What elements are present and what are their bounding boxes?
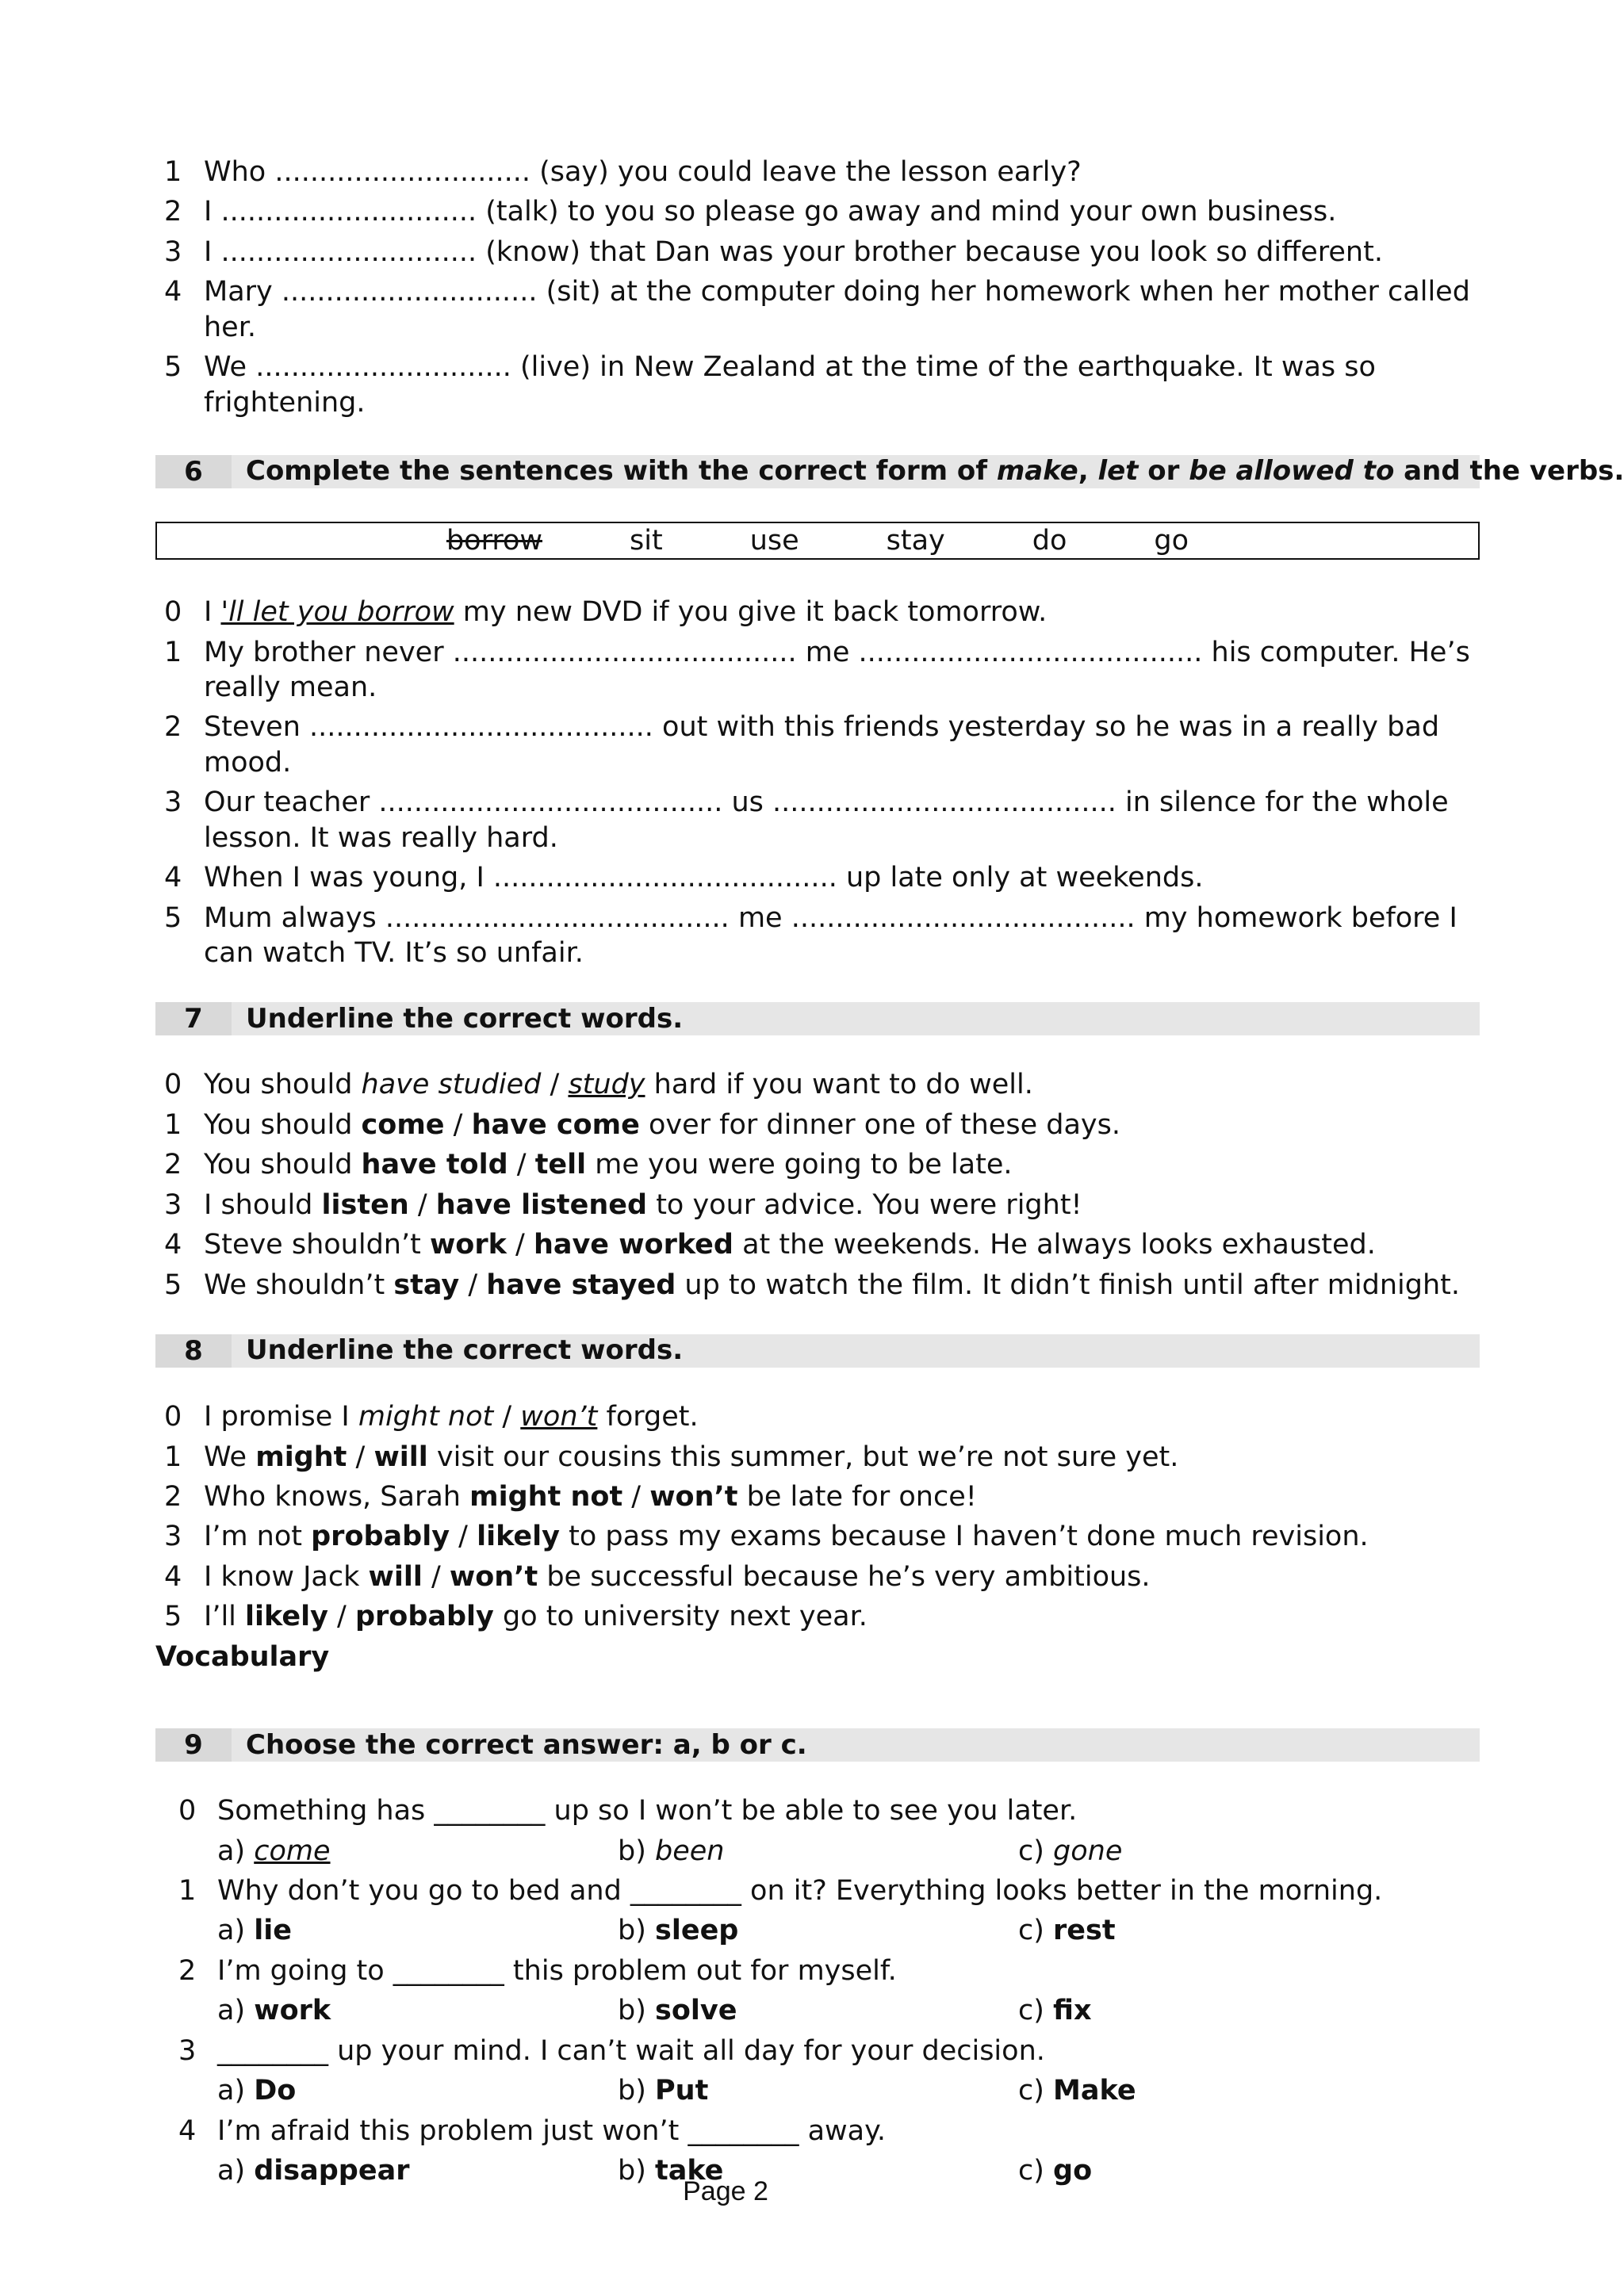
options-row <box>155 2073 1480 2108</box>
option-c: c) gone <box>1018 1835 1123 1867</box>
section-8-list <box>155 1399 1480 1635</box>
item-text: We might / will visit our cousins this summer, but we’re not sure yet. <box>204 1441 1179 1473</box>
example-item <box>155 595 1480 629</box>
option-b: b) been <box>618 1835 725 1867</box>
word-bank-item: use <box>749 524 799 557</box>
word-bank-item: do <box>1032 524 1067 557</box>
list-item <box>155 1440 1480 1475</box>
list-item <box>155 274 1480 345</box>
option-1: have told <box>361 1149 508 1181</box>
item-number: 3 <box>164 235 182 268</box>
option-2: probably <box>354 1601 494 1633</box>
option-c: c) fix <box>1018 1995 1092 2027</box>
item-number: 4 <box>164 862 182 894</box>
option-1: stay <box>393 1269 460 1301</box>
list-item <box>155 901 1480 971</box>
question-row <box>155 1873 1480 1908</box>
option-a: a) lie <box>217 1915 292 1947</box>
word-bank <box>155 522 1480 560</box>
item-number: 1 <box>164 1441 182 1473</box>
item-text: You should have told / tell me you were going to be late. <box>204 1149 1013 1181</box>
item-text: I promise I might not / won’t forget. <box>204 1401 699 1433</box>
question-row <box>155 1793 1480 1828</box>
list-item <box>155 1479 1480 1514</box>
example-item <box>155 1067 1480 1102</box>
item-number: 5 <box>164 351 182 384</box>
list-item <box>155 1227 1480 1262</box>
item-text: Steve shouldn’t work / have worked at the weekends. He always looks exhausted. <box>204 1229 1376 1261</box>
question-text: I’m afraid this problem just won’t ________ away. <box>217 2114 886 2147</box>
item-number: 0 <box>178 1795 197 1827</box>
section-9-header <box>155 1728 1480 1762</box>
example-item <box>155 1399 1480 1434</box>
option-2: likely <box>477 1521 560 1553</box>
item-text: We shouldn’t stay / have stayed up to watch the film. It didn’t finish until after midnight. <box>204 1269 1460 1301</box>
question-text: Why don’t you go to bed and ________ on it? Everything looks better in the morning. <box>217 1875 1383 1907</box>
item-number: 5 <box>164 901 182 934</box>
item-number: 5 <box>164 1269 182 1301</box>
option-c: c) go <box>1018 2155 1093 2187</box>
item-text: I ............................. (talk) to you so please go away and mind your own business. <box>204 196 1337 228</box>
item-number: 4 <box>178 2114 197 2147</box>
option-2: have stayed <box>486 1269 676 1301</box>
list-item <box>155 785 1480 855</box>
item-text: My brother never ....................................... me ....................................... his computer. He’s really mean. <box>204 636 1470 703</box>
list-item <box>155 350 1480 420</box>
list-item <box>155 860 1480 895</box>
item-number: 4 <box>164 276 182 308</box>
question-row <box>155 2114 1480 2149</box>
word-bank-item: borrow <box>446 524 543 557</box>
section-number: 6 <box>155 455 232 488</box>
options-row <box>155 1913 1480 1948</box>
option-2: won’t <box>649 1480 738 1513</box>
item-number: 1 <box>178 1875 197 1907</box>
option-1: work <box>429 1229 507 1261</box>
option-a: a) come <box>217 1835 331 1867</box>
option-1: might <box>255 1441 347 1473</box>
list-item <box>155 1559 1480 1594</box>
example-answer: won’t <box>520 1401 598 1433</box>
item-text: I’m not probably / likely to pass my exams because I haven’t done much revision. <box>204 1521 1369 1553</box>
section-title: Underline the correct words. <box>246 1334 684 1367</box>
list-item <box>155 1519 1480 1554</box>
option-a: a) disappear <box>217 2155 410 2187</box>
item-number: 1 <box>164 1108 182 1141</box>
example-answer: study <box>568 1069 645 1101</box>
list-item <box>155 1188 1480 1223</box>
item-number: 4 <box>164 1560 182 1593</box>
item-number: 0 <box>164 596 182 629</box>
item-text: You should come / have come over for dinner one of these days. <box>204 1108 1120 1141</box>
item-number: 3 <box>164 1188 182 1221</box>
item-text: Who knows, Sarah might not / won’t be late for once! <box>204 1480 977 1513</box>
option-b: b) sleep <box>618 1915 739 1947</box>
item-number: 0 <box>164 1401 182 1433</box>
option-2: tell <box>534 1149 587 1181</box>
section-7-list <box>155 1067 1480 1303</box>
question-row <box>155 1954 1480 1988</box>
item-number: 3 <box>164 786 182 819</box>
section-title: Underline the correct words. <box>246 1002 684 1035</box>
item-number: 2 <box>164 711 182 744</box>
option-b: b) solve <box>618 1995 737 2027</box>
item-number: 2 <box>164 1149 182 1181</box>
question-row <box>155 2034 1480 2068</box>
part1-list <box>155 155 1480 420</box>
question-text: I’m going to ________ this problem out for myself. <box>217 1954 897 1987</box>
option-1: come <box>361 1108 445 1141</box>
option-b: b) Put <box>618 2075 709 2107</box>
vocabulary-heading: Vocabulary <box>155 1640 330 1673</box>
item-text: I ............................. (know) that Dan was your brother because you look so different. <box>204 235 1383 268</box>
item-text: Our teacher ....................................... us ....................................... in silence for the whole lesson. It was really hard. <box>204 786 1449 854</box>
item-number: 2 <box>164 1480 182 1513</box>
option-1: might not <box>469 1480 623 1513</box>
section-title: Choose the correct answer: a, b or c. <box>246 1728 807 1761</box>
item-text: Steven ....................................... out with this friends yesterday so he was in a really bad mood. <box>204 711 1440 779</box>
option-2: have listened <box>435 1188 648 1221</box>
option-b: b) take <box>618 2155 724 2187</box>
list-item <box>155 1147 1480 1182</box>
item-text: I’ll likely / probably go to university next year. <box>204 1601 868 1633</box>
list-item <box>155 1108 1480 1142</box>
list-item <box>155 155 1480 189</box>
option-2: will <box>373 1441 428 1473</box>
question-text: Something has ________ up so I won’t be able to see you later. <box>217 1795 1078 1827</box>
item-number: 2 <box>178 1954 197 1987</box>
item-number: 5 <box>164 1601 182 1633</box>
section-8-header <box>155 1334 1480 1368</box>
option-2: have worked <box>533 1229 733 1261</box>
list-item <box>155 194 1480 229</box>
item-text: When I was young, I ....................................... up late only at weekends. <box>204 862 1204 894</box>
section-number: 7 <box>155 1002 232 1035</box>
option-c: c) rest <box>1018 1915 1116 1947</box>
section-7-header <box>155 1002 1480 1035</box>
item-text: We ............................. (live) in New Zealand at the time of the earthquake. It was so frightening. <box>204 351 1376 419</box>
page-number: Page 2 <box>683 2176 768 2206</box>
section-title: Complete the sentences with the correct form of make, let or be allowed to and the verbs. <box>246 455 1624 488</box>
item-text: Who ............................. (say) you could leave the lesson early? <box>204 156 1082 188</box>
word-bank-item: go <box>1154 524 1189 557</box>
option-1: likely <box>245 1601 328 1633</box>
item-number: 1 <box>164 636 182 668</box>
item-number: 2 <box>164 196 182 228</box>
section-number: 9 <box>155 1728 232 1762</box>
item-number: 3 <box>178 2034 197 2067</box>
word-bank-item: sit <box>630 524 663 557</box>
option-2: won’t <box>449 1560 538 1593</box>
word-bank-item: stay <box>886 524 945 557</box>
option-a: a) Do <box>217 2075 297 2107</box>
section-9-list <box>155 1793 1480 2188</box>
option-1: will <box>368 1560 423 1593</box>
option-c: c) Make <box>1018 2075 1136 2107</box>
item-text: Mum always ....................................... me ....................................... my homework before I can watch TV. It’s so unfair. <box>204 901 1457 969</box>
item-number: 3 <box>164 1521 182 1553</box>
list-item <box>155 235 1480 270</box>
list-item <box>155 635 1480 706</box>
item-number: 0 <box>164 1069 182 1101</box>
item-text: You should have studied / study hard if you want to do well. <box>204 1069 1033 1101</box>
item-text: Mary ............................. (sit) at the computer doing her homework when her mother called her. <box>204 276 1470 343</box>
option-1: listen <box>321 1188 409 1221</box>
item-text: I 'll let you borrow my new DVD if you give it back tomorrow. <box>204 596 1048 629</box>
list-item <box>155 1268 1480 1303</box>
options-row <box>155 1993 1480 2028</box>
section-number: 8 <box>155 1334 232 1368</box>
item-text: I should listen / have listened to your advice. You were right! <box>204 1188 1082 1221</box>
option-a: a) work <box>217 1995 331 2027</box>
list-item <box>155 1599 1480 1634</box>
item-number: 1 <box>164 156 182 188</box>
item-text: I know Jack will / won’t be successful because he’s very ambitious. <box>204 1560 1151 1593</box>
worksheet-content <box>155 155 1624 2194</box>
example-answer: 'll let you borrow <box>220 596 454 629</box>
item-number: 4 <box>164 1229 182 1261</box>
options-row <box>155 1834 1480 1869</box>
section-6-header <box>155 455 1624 488</box>
option-1: probably <box>311 1521 450 1553</box>
list-item <box>155 710 1480 780</box>
question-text: ________ up your mind. I can’t wait all day for your decision. <box>217 2034 1045 2067</box>
section-6-list <box>155 595 1480 970</box>
option-2: have come <box>471 1108 640 1141</box>
